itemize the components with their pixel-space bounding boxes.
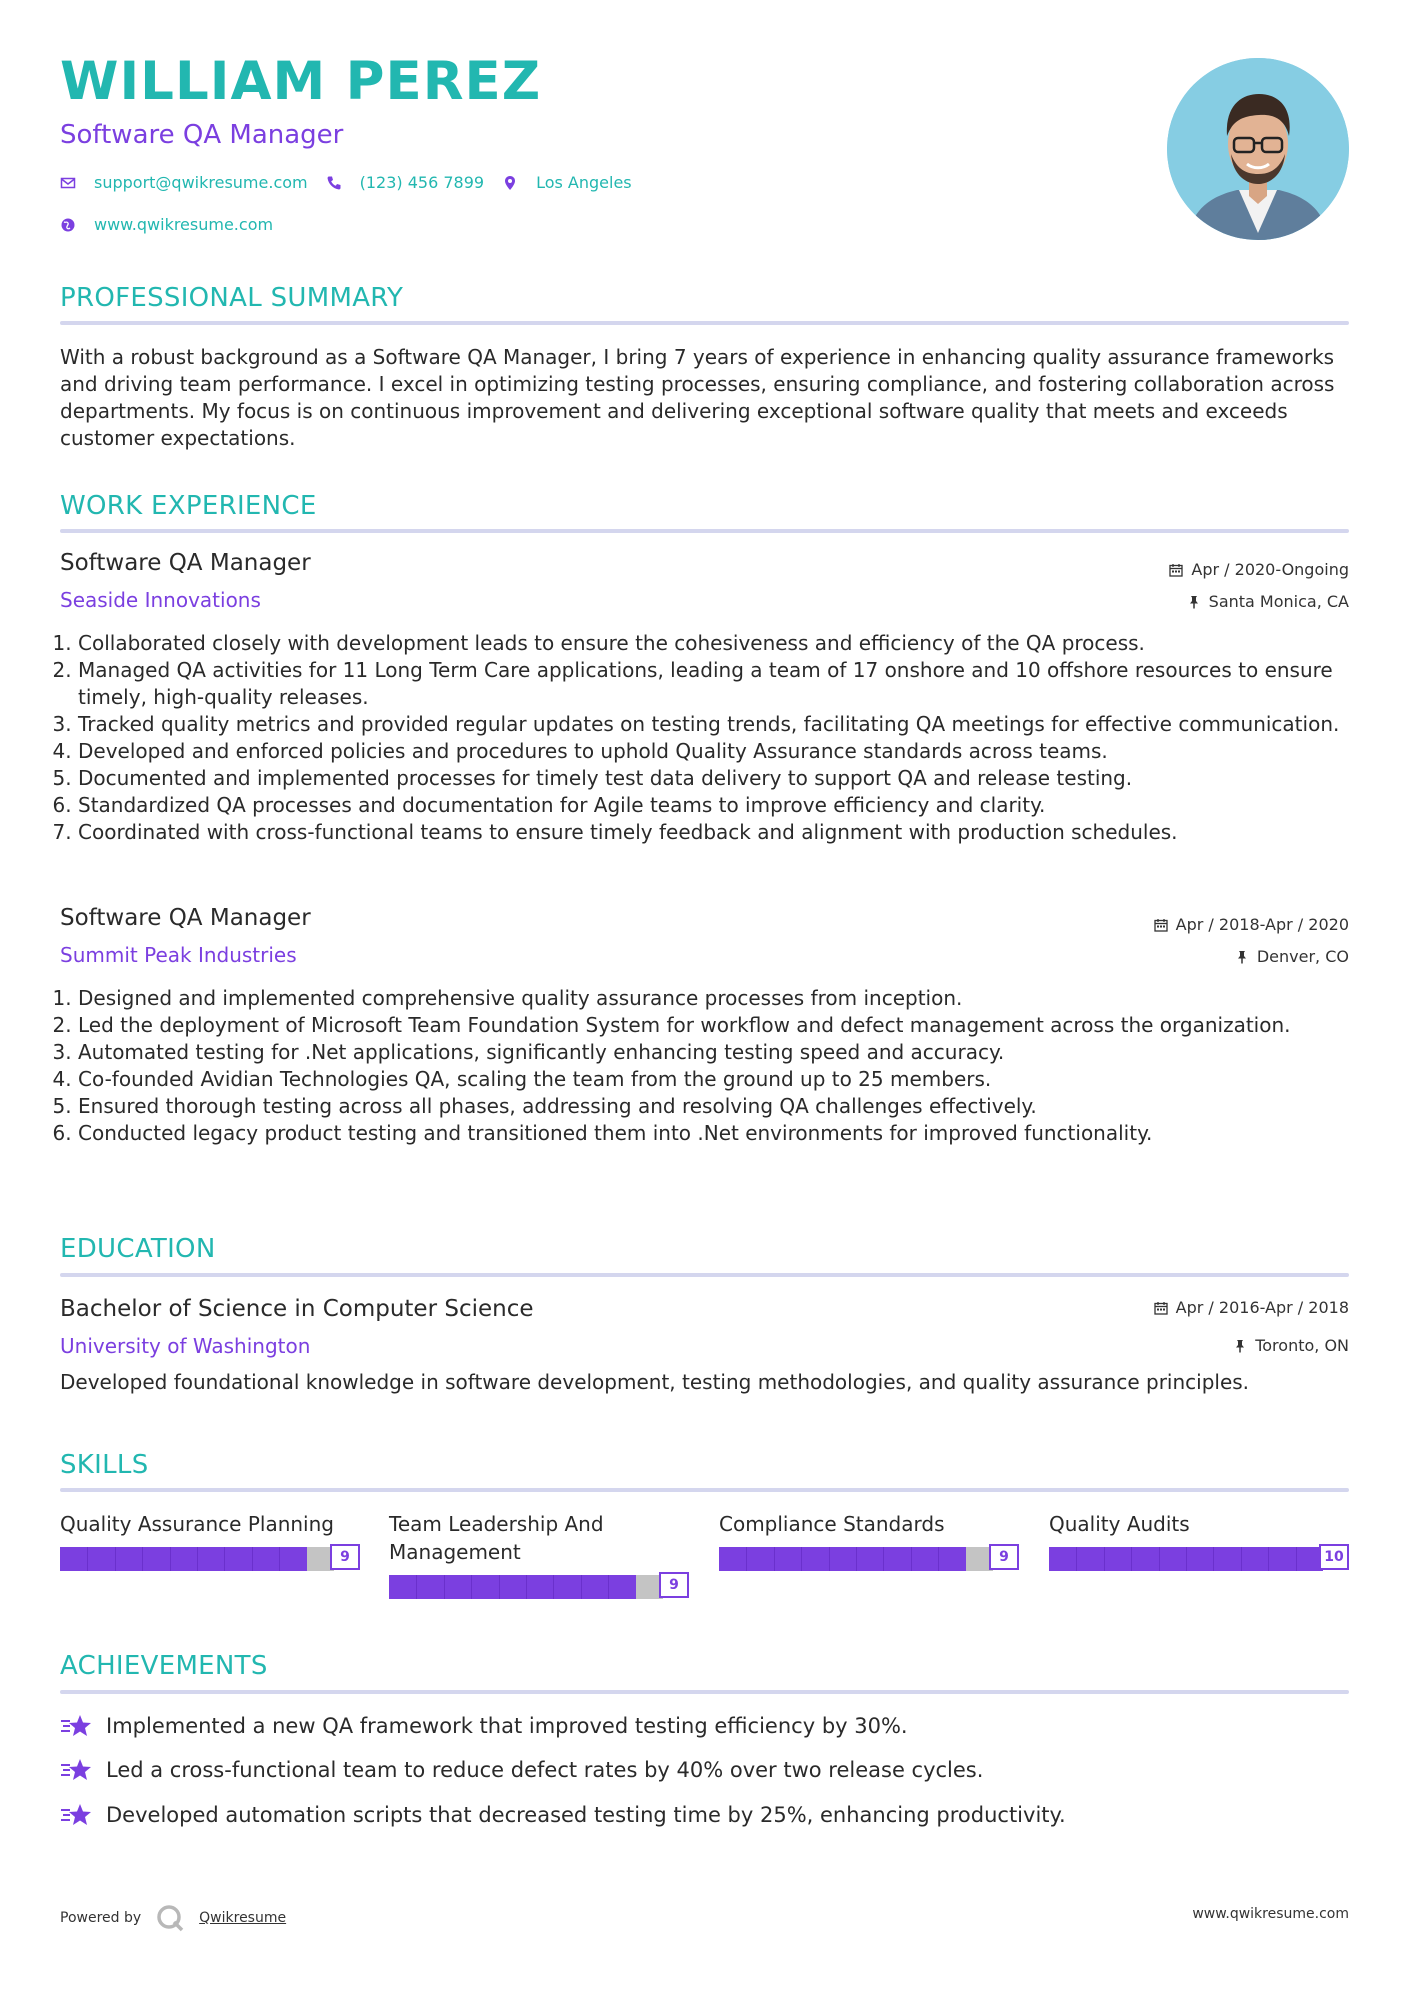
list-item: 4. Co-founded Avidian Technologies QA, scaling the team from the ground up to 25 members. [78,1066,1358,1093]
skill-fill [719,1547,966,1571]
summary-text: With a robust background as a Software QA Manager, I bring 7 years of experience in enhancing quality assurance frameworks and driving team performance. I excel in optimizing testing processes, ensuring compliance, and fostering collaboration across departments. My focus is on continuous improvement and delivering exceptional software quality that meets and exceeds customer expectations. [60,345,1335,450]
education-divider [60,1273,1349,1277]
skill-bar [60,1544,360,1574]
skill-segment-divider [1268,1547,1269,1571]
summary-heading: PROFESSIONAL SUMMARY [60,283,404,313]
skill-segment-divider [142,1547,143,1571]
skill-segment-divider [883,1547,884,1571]
skill-track [60,1547,334,1571]
profile-photo [1167,58,1349,240]
skill-segment-divider [279,1547,280,1571]
skill-item [719,1510,1019,1574]
skill-level-badge: 10 [1319,1544,1349,1570]
skill-segment-divider [170,1547,171,1571]
email-icon [60,175,76,191]
achievement-item [60,1757,983,1783]
skill-segment-divider [252,1547,253,1571]
skills-divider [60,1488,1349,1492]
skill-item [60,1510,360,1574]
email-link[interactable]: support@qwikresume.com [94,173,308,192]
job-dates-text: Apr / 2020-Ongoing [1191,560,1349,579]
list-item: 7. Coordinated with cross-functional teams to ensure timely feedback and alignment with production schedules. [78,819,1358,846]
shooting-star-icon [60,1713,92,1739]
skill-segment-divider [87,1547,88,1571]
skill-track [719,1547,993,1571]
list-item: 3. Tracked quality metrics and provided regular updates on testing trends, facilitating QA meetings for effective communication. [78,711,1358,738]
company-name: Summit Peak Industries [60,943,297,967]
job-dates-text: Apr / 2018-Apr / 2020 [1175,915,1349,934]
company-name: Seaside Innovations [60,588,261,612]
list-item: 5. Documented and implemented processes for timely test data delivery to support QA and release testing. [78,765,1358,792]
skill-segment-divider [911,1547,912,1571]
skill-bar [1049,1544,1349,1574]
powered-by-label: Powered by [60,1910,142,1926]
list-item: 2. Led the deployment of Microsoft Team Foundation System for workflow and defect management across the organization. [78,1012,1358,1039]
skill-level-badge: 9 [989,1544,1019,1570]
location-text: Los Angeles [536,173,632,192]
skill-segment-divider [1104,1547,1105,1571]
skill-track [1049,1547,1323,1571]
skill-segment-divider [224,1547,225,1571]
contact-row-primary [60,173,632,192]
skill-segment-divider [444,1575,445,1599]
skill-name: Quality Audits [1049,1512,1190,1536]
skill-level-badge: 9 [330,1544,360,1570]
education-heading: EDUCATION [60,1234,216,1264]
school-name: University of Washington [60,1334,311,1358]
job-dates [1154,915,1349,934]
skill-bar [719,1544,1019,1574]
skill-segment-divider [1131,1547,1132,1571]
skill-bar [389,1572,689,1602]
skill-segment-divider [416,1575,417,1599]
job-bullets [60,630,1358,846]
education-description: Developed foundational knowledge in software development, testing methodologies, and quality assurance principles. [60,1370,1250,1394]
achievement-text: Developed automation scripts that decreased testing time by 25%, enhancing productivity. [106,1803,1066,1827]
job-location [1235,947,1349,966]
job-location-text: Santa Monica, CA [1208,592,1349,611]
skill-segment-divider [581,1575,582,1599]
skill-segment-divider [499,1575,500,1599]
skill-segment-divider [746,1547,747,1571]
skill-segment-divider [1296,1547,1297,1571]
qwikresume-logo-icon [155,1903,185,1933]
skill-item [389,1510,689,1602]
skill-name: Quality Assurance Planning [60,1512,334,1536]
skill-segment-divider [1241,1547,1242,1571]
pushpin-icon [1187,595,1201,609]
list-item: 6. Standardized QA processes and documentation for Agile teams to improve efficiency and clarity. [78,792,1358,819]
education-location [1233,1336,1349,1355]
achievements-heading: ACHIEVEMENTS [60,1651,268,1681]
calendar-icon [1169,563,1183,577]
job-location [1187,592,1349,611]
skill-item [1049,1510,1349,1574]
summary-divider [60,321,1349,325]
skill-segment-divider [115,1547,116,1571]
contact-row-secondary [60,215,273,234]
achievement-text: Implemented a new QA framework that improved testing efficiency by 30%. [106,1714,908,1738]
phone-number[interactable]: (123) 456 7899 [359,173,485,192]
list-item: 1. Designed and implemented comprehensive quality assurance processes from inception. [78,985,1358,1012]
skill-name: Compliance Standards [719,1512,945,1536]
achievements-divider [60,1690,1349,1694]
skill-fill [1049,1547,1323,1571]
list-item: 1. Collaborated closely with development leads to ensure the cohesiveness and efficiency of the QA process. [78,630,1358,657]
job-location-text: Denver, CO [1256,947,1349,966]
list-item: 2. Managed QA activities for 11 Long Term Care applications, leading a team of 17 onshore and 10 offshore resources to ensure timely, high-quality releases. [78,657,1358,711]
skill-segment-divider [856,1547,857,1571]
education-dates-text: Apr / 2016-Apr / 2018 [1175,1298,1349,1317]
skill-fill [389,1575,636,1599]
website-link[interactable]: www.qwikresume.com [94,215,274,234]
skill-segment-divider [608,1575,609,1599]
candidate-name: WILLIAM PEREZ [60,51,542,112]
education-location-text: Toronto, ON [1255,1336,1349,1355]
skill-level-badge: 9 [659,1572,689,1598]
shooting-star-icon [60,1757,92,1783]
experience-heading: WORK EXPERIENCE [60,491,317,521]
degree-title: Bachelor of Science in Computer Science [60,1296,534,1322]
footer-url[interactable]: www.qwikresume.com [1192,1906,1349,1922]
education-dates [1154,1298,1349,1317]
skill-segment-divider [526,1575,527,1599]
skill-segment-divider [938,1547,939,1571]
list-item: 5. Ensured thorough testing across all phases, addressing and resolving QA challenges effectively. [78,1093,1358,1120]
pushpin-icon [1233,1339,1247,1353]
skill-segment-divider [774,1547,775,1571]
skill-segment-divider [471,1575,472,1599]
location-pin-icon [502,175,518,191]
candidate-role: Software QA Manager [60,120,344,150]
calendar-icon [1154,918,1168,932]
phone-icon [326,175,342,191]
skill-segment-divider [1186,1547,1187,1571]
achievement-item [60,1713,908,1739]
calendar-icon [1154,1301,1168,1315]
skill-segment-divider [829,1547,830,1571]
job-title: Software QA Manager [60,550,311,576]
achievement-item [60,1802,1066,1828]
experience-divider [60,529,1349,533]
skill-segment-divider [1159,1547,1160,1571]
skill-name: Team Leadership And Management [389,1512,604,1564]
achievement-text: Led a cross-functional team to reduce defect rates by 40% over two release cycles. [106,1758,984,1782]
shooting-star-icon [60,1802,92,1828]
skill-segment-divider [1076,1547,1077,1571]
skill-segment-divider [197,1547,198,1571]
skill-segment-divider [553,1575,554,1599]
skill-fill [60,1547,307,1571]
list-item: 3. Automated testing for .Net applications, significantly enhancing testing speed and accuracy. [78,1039,1358,1066]
job-dates [1169,560,1349,579]
job-bullets [60,985,1358,1147]
list-item: 4. Developed and enforced policies and procedures to uphold Quality Assurance standards across teams. [78,738,1358,765]
job-title: Software QA Manager [60,905,311,931]
globe-icon [60,217,76,233]
skills-heading: SKILLS [60,1450,149,1480]
list-item: 6. Conducted legacy product testing and transitioned them into .Net environments for improved functionality. [78,1120,1358,1147]
pushpin-icon [1235,950,1249,964]
footer-powered-by [60,1903,286,1933]
skill-segment-divider [1213,1547,1214,1571]
qwikresume-link[interactable]: Qwikresume [199,1910,287,1926]
skill-segment-divider [801,1547,802,1571]
skill-track [389,1575,663,1599]
